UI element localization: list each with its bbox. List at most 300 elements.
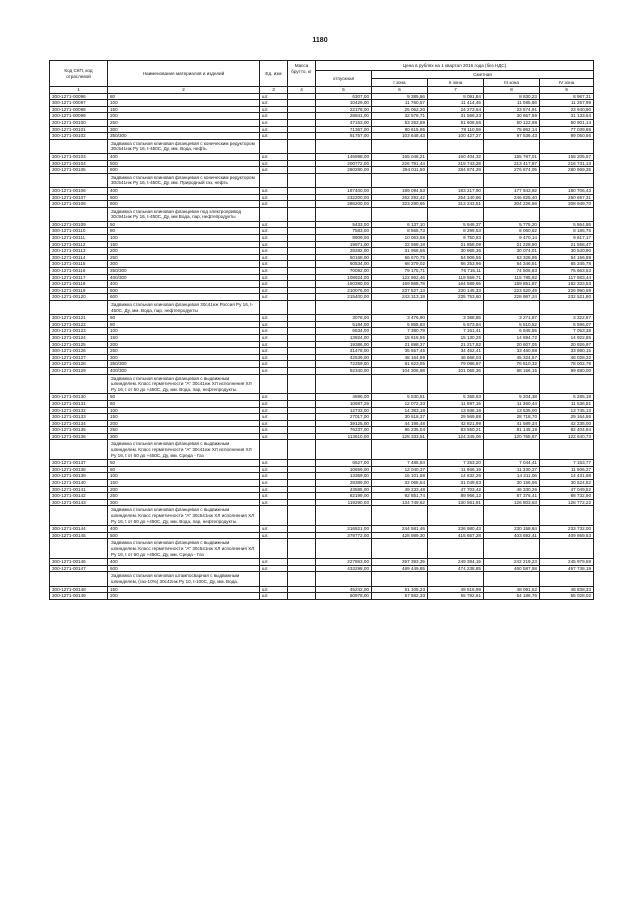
group-description-row: [50, 539, 594, 559]
zone1-price: 134 749,62: [372, 499, 428, 506]
item-code: 300-1271-00110: [50, 228, 108, 235]
zone3-price: 30 156,96: [484, 480, 540, 487]
empty-cell: [50, 506, 108, 526]
zone1-price: 243 313,19: [372, 294, 428, 301]
empty-cell: [316, 440, 372, 460]
zone1-price: 5 855,83: [372, 321, 428, 328]
zone1-price: 7 380,79: [372, 328, 428, 335]
item-mass: [288, 160, 316, 167]
item-size: 400/300: [108, 367, 260, 374]
zone1-price: 15 101,58: [372, 473, 428, 480]
item-code: 300-1271-00137: [50, 460, 108, 467]
zone2-price: 284 874,28: [428, 167, 484, 174]
item-unit: шт.: [260, 407, 288, 414]
table-row: [50, 407, 594, 414]
table-row: [50, 321, 594, 328]
item-mass: [288, 228, 316, 235]
zone2-price: 14 632,26: [428, 473, 484, 480]
zone3-price: 14 694,72: [484, 334, 540, 341]
item-size: 100: [108, 407, 260, 414]
item-unit: шт.: [260, 287, 288, 294]
item-unit: шт.: [260, 361, 288, 368]
item-size: 200: [108, 593, 260, 600]
zone2-price: 313 243,51: [428, 201, 484, 208]
release-price: 91757,00: [316, 133, 372, 140]
item-code: 300-1271-00133: [50, 414, 108, 421]
zone3-price: 75 862,14: [484, 126, 540, 133]
zone4-price: 88 732,90: [540, 493, 594, 500]
item-unit: шт.: [260, 119, 288, 126]
zone3-price: 97 536,43: [484, 133, 540, 140]
item-code: 300-1271-00138: [50, 466, 108, 473]
col-number: 1: [50, 87, 108, 94]
item-mass: [288, 407, 316, 414]
zone3-price: 54 186,76: [484, 593, 540, 600]
zone4-price: 42 235,00: [540, 420, 594, 427]
item-mass: [288, 526, 316, 533]
release-price: 76237,00: [316, 427, 372, 434]
header-code: Код СКП, код отраслевой: [50, 61, 108, 87]
item-mass: [288, 221, 316, 228]
zone3-price: 304 226,68: [484, 201, 540, 208]
release-price: 215400,00: [316, 294, 372, 301]
item-unit: шт.: [260, 228, 288, 235]
zone4-price: 14 431,68: [540, 473, 594, 480]
item-size: 500: [108, 160, 260, 167]
zone4-price: 13 745,13: [540, 407, 594, 414]
header-estimate: Сметная: [372, 71, 594, 79]
item-unit: шт.: [260, 294, 288, 301]
table-row: [50, 315, 594, 322]
zone3-price: 3 271,87: [484, 315, 540, 322]
empty-cell: [288, 506, 316, 526]
item-unit: шт.: [260, 526, 288, 533]
item-size: 200: [108, 113, 260, 120]
empty-cell: [288, 572, 316, 586]
item-mass: [288, 341, 316, 348]
col-number: 3: [260, 87, 288, 94]
release-price: 113610,00: [316, 433, 372, 440]
zone1-price: 21 898,37: [372, 341, 428, 348]
zone4-price: 117 583,44: [540, 274, 594, 281]
zone2-price: 219 743,28: [428, 160, 484, 167]
item-unit: шт.: [260, 480, 288, 487]
item-mass: [288, 367, 316, 374]
empty-cell: [428, 139, 484, 153]
item-mass: [288, 493, 316, 500]
zone1-price: 244 581,46: [372, 526, 428, 533]
zone3-price: 230 158,84: [484, 526, 540, 533]
zone3-price: 120 765,67: [484, 433, 540, 440]
zone3-price: 50 122,98: [484, 119, 540, 126]
release-price: 43585,00: [316, 486, 372, 493]
item-code: 300-1271-00125: [50, 341, 108, 348]
release-price: 227863,00: [316, 559, 372, 566]
empty-cell: [372, 173, 428, 187]
item-unit: шт.: [260, 113, 288, 120]
zone1-price: 12 040,37: [372, 466, 428, 473]
zone1-price: 122 962,46: [372, 274, 428, 281]
header-unit: Ед. изм: [260, 61, 288, 87]
item-unit: шт.: [260, 167, 288, 174]
group-description-row: [50, 374, 594, 394]
release-price: 13824,00: [316, 334, 372, 341]
zone2-price: 11 697,15: [428, 400, 484, 407]
zone4-price: 54 156,88: [540, 254, 594, 261]
zone2-price: 183 217,90: [428, 187, 484, 194]
zone4-price: 128 772,22: [540, 499, 594, 506]
empty-cell: [428, 539, 484, 559]
col-number: 9: [540, 87, 594, 94]
release-price: 72259,00: [316, 361, 372, 368]
item-code: 300-1271-00109: [50, 221, 108, 228]
zone3-price: 8 060,62: [484, 228, 540, 235]
table-row: [50, 113, 594, 120]
col-number: 7: [428, 87, 484, 94]
zone3-price: 11 085,86: [484, 100, 540, 107]
item-size: 600: [108, 294, 260, 301]
zone4-price: 99 050,66: [540, 133, 594, 140]
release-price: 22178,00: [316, 106, 372, 113]
item-unit: шт.: [260, 593, 288, 600]
zone2-price: 89 966,12: [428, 493, 484, 500]
zone4-price: 47 049,52: [540, 486, 594, 493]
item-unit: шт.: [260, 414, 288, 421]
zone4-price: 216 731,13: [540, 160, 594, 167]
zone2-price: 42 821,99: [428, 420, 484, 427]
zone2-price: 79 086,87: [428, 361, 484, 368]
zone1-price: 25 052,20: [372, 106, 428, 113]
zone2-price: 236 980,43: [428, 526, 484, 533]
table-row: [50, 367, 594, 374]
empty-cell: [288, 374, 316, 394]
zone2-price: 474 238,85: [428, 565, 484, 572]
zone1-price: 22 559,18: [372, 241, 428, 248]
zone4-price: 162 333,53: [540, 281, 594, 288]
zone4-price: 280 969,35: [540, 167, 594, 174]
item-size: 80: [108, 93, 260, 100]
zone1-price: 51 105,23: [372, 586, 428, 593]
release-price: 5184,00: [316, 321, 372, 328]
item-mass: [288, 400, 316, 407]
table-row: [50, 294, 594, 301]
item-mass: [288, 126, 316, 133]
zone4-price: 50 901,14: [540, 119, 594, 126]
item-size: 600: [108, 201, 260, 208]
table-row: [50, 287, 594, 294]
table-row: [50, 235, 594, 242]
item-code: 300-1271-00134: [50, 420, 108, 427]
item-mass: [288, 486, 316, 493]
column-numbers-row: [50, 87, 594, 94]
item-code: 300-1271-00149: [50, 593, 108, 600]
item-code: 300-1271-00143: [50, 499, 108, 506]
zone1-price: 14 383,18: [372, 407, 428, 414]
item-unit: шт.: [260, 394, 288, 401]
zone1-price: 92 851,74: [372, 493, 428, 500]
item-unit: шт.: [260, 559, 288, 566]
release-price: 379772,00: [316, 532, 372, 539]
item-size: 400: [108, 526, 260, 533]
group-description: Задвижка стальная клиновая фланцевая с выдвижным шпинделем. Класс герметичности "А" 30с41нж ХЛ исполнения ХЛ Ру 16, t от 60 до +450С, Ду, мм. Вода, пар, нефтепродукты.: [108, 374, 260, 394]
item-code: 300-1271-00124: [50, 334, 108, 341]
empty-cell: [316, 139, 372, 153]
zone3-price: 53 328,95: [484, 254, 540, 261]
item-code: 300-1271-00136: [50, 433, 108, 440]
zone4-price: 5 864,86: [540, 221, 594, 228]
item-unit: шт.: [260, 194, 288, 201]
header-mass: Масса брутто, кг: [288, 61, 316, 87]
zone3-price: 11 330,37: [484, 466, 540, 473]
empty-cell: [484, 374, 540, 394]
item-unit: шт.: [260, 486, 288, 493]
item-size: 500: [108, 565, 260, 572]
empty-cell: [372, 539, 428, 559]
item-mass: [288, 167, 316, 174]
item-unit: шт.: [260, 153, 288, 160]
zone1-price: 53 263,89: [372, 119, 428, 126]
empty-cell: [428, 440, 484, 460]
empty-cell: [50, 207, 108, 221]
item-unit: шт.: [260, 248, 288, 255]
zone1-price: 35 557,45: [372, 348, 428, 355]
zone1-price: 31 958,56: [372, 248, 428, 255]
zone4-price: 78 002,78: [540, 361, 594, 368]
group-description-row: [50, 440, 594, 460]
group-description-row: [50, 139, 594, 153]
table-row: [50, 100, 594, 107]
zone1-price: 3 476,90: [372, 315, 428, 322]
zone1-price: 11 760,57: [372, 100, 428, 107]
item-code: 300-1271-00111: [50, 235, 108, 242]
item-code: 300-1271-00116: [50, 268, 108, 275]
zone4-price: 11 536,81: [540, 400, 594, 407]
item-mass: [288, 187, 316, 194]
empty-cell: [50, 572, 108, 586]
zone2-price: 24 273,64: [428, 106, 484, 113]
col-number: 4: [288, 87, 316, 94]
zone4-price: 55 028,02: [540, 593, 594, 600]
empty-cell: [316, 207, 372, 221]
table-row: [50, 228, 594, 235]
zone1-price: 294 011,50: [372, 167, 428, 174]
zone2-price: 47 703,42: [428, 486, 484, 493]
item-mass: [288, 328, 316, 335]
zone3-price: 9 470,14: [484, 235, 540, 242]
release-price: 146598,00: [316, 153, 372, 160]
zone1-price: 56 670,75: [372, 254, 428, 261]
item-mass: [288, 113, 316, 120]
release-price: 28841,00: [316, 113, 372, 120]
group-description: Задвижка стальная клиновая фланцевая под электропривод 30с941нж Ру 16, t-450С, Ду, мм Вода, пар, нефтепродукты: [108, 207, 260, 221]
table-row: [50, 268, 594, 275]
item-size: 50: [108, 394, 260, 401]
item-mass: [288, 499, 316, 506]
zone2-price: 76 715,11: [428, 268, 484, 275]
table-row: [50, 133, 594, 140]
release-price: 28282,00: [316, 248, 372, 255]
zone3-price: 20 607,05: [484, 341, 540, 348]
item-code: 300-1271-00113: [50, 248, 108, 255]
zone1-price: 104 306,98: [372, 367, 428, 374]
col-number: 5: [316, 87, 372, 94]
zone4-price: 30 624,82: [540, 480, 594, 487]
zone4-price: 5 285,18: [540, 394, 594, 401]
item-size: 250: [108, 427, 260, 434]
release-price: 71367,00: [316, 126, 372, 133]
zone2-price: 7 253,20: [428, 460, 484, 467]
zone4-price: 9 617,17: [540, 235, 594, 242]
item-mass: [288, 294, 316, 301]
item-mass: [288, 466, 316, 473]
table-row: [50, 93, 594, 100]
zone1-price: 128 333,51: [372, 433, 428, 440]
release-price: 47153,00: [316, 119, 372, 126]
table-row: [50, 433, 594, 440]
item-code: 300-1271-00103: [50, 153, 108, 160]
empty-cell: [50, 173, 108, 187]
empty-cell: [540, 374, 594, 394]
empty-cell: [50, 301, 108, 315]
item-unit: шт.: [260, 221, 288, 228]
release-price: 210076,00: [316, 287, 372, 294]
release-price: 5433,00: [316, 221, 372, 228]
zone3-price: 5 775,20: [484, 221, 540, 228]
empty-cell: [540, 207, 594, 221]
group-description-row: [50, 301, 594, 315]
item-code: 300-1271-00107: [50, 194, 108, 201]
item-code: 300-1271-00105: [50, 167, 108, 174]
item-mass: [288, 348, 316, 355]
item-size: 500: [108, 194, 260, 201]
item-unit: шт.: [260, 354, 288, 361]
item-size: 100: [108, 100, 260, 107]
zone3-price: 159 851,87: [484, 281, 540, 288]
table-row: [50, 248, 594, 255]
empty-cell: [260, 440, 288, 460]
empty-cell: [484, 506, 540, 526]
zone4-price: 75 663,53: [540, 268, 594, 275]
group-description: Задвижка стальная клиновая фланцевая с выдвижным шпинделем. Класс герметичности "А" 30с541нж ХЛ исполнения ХЛ Ру 16, t от 60 до +450С, Ду, мм. Вода, пар, нефтепродукты.: [108, 506, 260, 526]
zone1-price: 226 791,44: [372, 160, 428, 167]
release-price: 433298,00: [316, 565, 372, 572]
zone1-price: 237 527,13: [372, 287, 428, 294]
zone2-price: 66 253,96: [428, 261, 484, 268]
release-price: 3078,00: [316, 315, 372, 322]
table-row: [50, 466, 594, 473]
table-row: [50, 565, 594, 572]
item-code: 300-1271-00108: [50, 201, 108, 208]
zone4-price: 5 596,07: [540, 321, 594, 328]
empty-cell: [540, 572, 594, 586]
zone1-price: 169 868,78: [372, 281, 428, 288]
item-mass: [288, 334, 316, 341]
table-row: [50, 394, 594, 401]
zone2-price: 124 345,06: [428, 433, 484, 440]
item-unit: шт.: [260, 261, 288, 268]
empty-cell: [316, 539, 372, 559]
item-code: 300-1271-00098: [50, 106, 108, 113]
item-unit: шт.: [260, 187, 288, 194]
item-code: 300-1271-00097: [50, 100, 108, 107]
zone4-price: 7 053,38: [540, 328, 594, 335]
table-row: [50, 526, 594, 533]
item-code: 300-1271-00127: [50, 354, 108, 361]
table-row: [50, 254, 594, 261]
table-row: [50, 334, 594, 341]
table-row: [50, 480, 594, 487]
release-price: 13369,00: [316, 473, 372, 480]
item-code: 300-1271-00142: [50, 493, 108, 500]
zone2-price: 15 130,25: [428, 334, 484, 341]
item-mass: [288, 254, 316, 261]
release-price: 260280,00: [316, 167, 372, 174]
zone4-price: 8 185,76: [540, 228, 594, 235]
item-size: 150: [108, 586, 260, 593]
zone4-price: 30 540,90: [540, 248, 594, 255]
col-number: 2: [108, 87, 260, 94]
zone1-price: 9 385,56: [372, 93, 428, 100]
empty-cell: [288, 440, 316, 460]
zone2-price: 31 566,23: [428, 113, 484, 120]
item-unit: шт.: [260, 100, 288, 107]
item-code: 300-1271-00101: [50, 126, 108, 133]
empty-cell: [260, 207, 288, 221]
table-row: [50, 559, 594, 566]
item-code: 300-1271-00140: [50, 480, 108, 487]
release-price: 7583,00: [316, 228, 372, 235]
zone2-price: 54 909,55: [428, 254, 484, 261]
zone2-price: 8 299,53: [428, 228, 484, 235]
group-description: Задвижка стальная клиновая фланцевая с коническим редуктором 30с541нж Ру 16, t-450С, Ду, мм. Вода, нефть: [108, 139, 260, 153]
zone1-price: 428 989,30: [372, 532, 428, 539]
zone3-price: 87 376,41: [484, 493, 540, 500]
zone4-price: 245 979,58: [540, 559, 594, 566]
zone3-price: 48 091,52: [484, 586, 540, 593]
release-price: 82199,00: [316, 493, 372, 500]
empty-cell: [372, 207, 428, 221]
release-price: 31478,00: [316, 348, 372, 355]
item-code: 300-1271-00115: [50, 261, 108, 268]
table-row: [50, 348, 594, 355]
zone1-price: 7 485,84: [372, 460, 428, 467]
empty-cell: [484, 572, 540, 586]
item-mass: [288, 532, 316, 539]
release-price: 216521,00: [316, 526, 372, 533]
item-size: 250: [108, 254, 260, 261]
item-mass: [288, 119, 316, 126]
item-unit: шт.: [260, 499, 288, 506]
item-size: 200: [108, 420, 260, 427]
item-mass: [288, 315, 316, 322]
table-body: [50, 93, 594, 599]
zone1-price: 257 393,35: [372, 559, 428, 566]
zone3-price: 223 520,49: [484, 287, 540, 294]
release-price: 150380,00: [316, 281, 372, 288]
item-code: 300-1271-00099: [50, 113, 108, 120]
zone1-price: 189 094,53: [372, 187, 428, 194]
zone1-price: 103 648,43: [372, 133, 428, 140]
zone4-price: 11 506,27: [540, 466, 594, 473]
zone4-price: 20 926,97: [540, 341, 594, 348]
release-price: 108924,00: [316, 274, 372, 281]
item-unit: шт.: [260, 565, 288, 572]
header-zone-4: IV зона: [540, 79, 594, 87]
item-mass: [288, 361, 316, 368]
group-description: Задвижка стальная клиновая штампосварная с выдвижным шпинделем, (газ-10%) 30с42нж Ру 10, t-100С, Ду, мм. Вода.: [108, 572, 260, 586]
table-row: [50, 499, 594, 506]
zone3-price: 64 346,81: [484, 261, 540, 268]
